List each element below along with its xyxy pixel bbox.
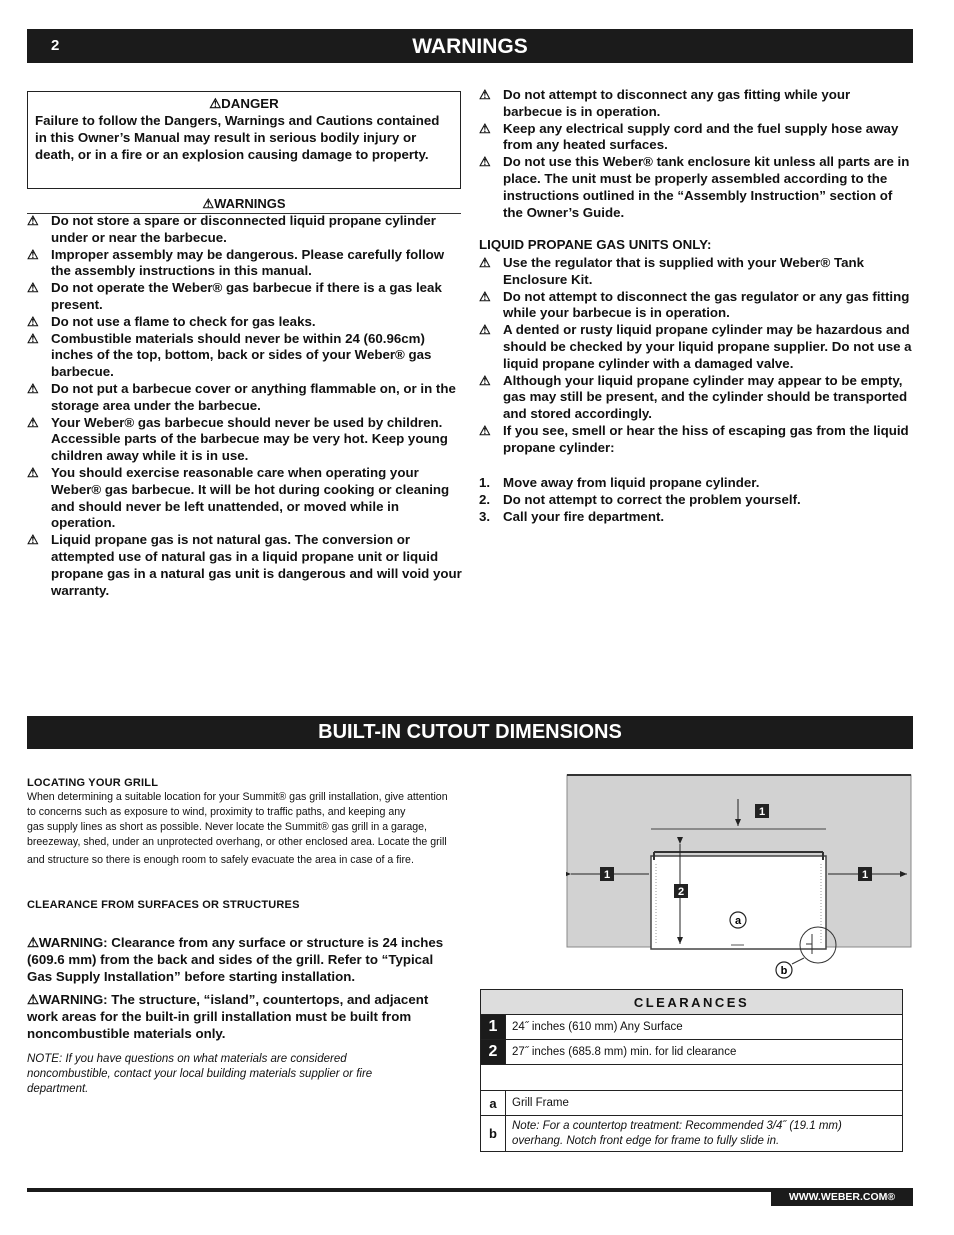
list-item-text: Do not use a flame to check for gas leaks. <box>51 313 316 329</box>
label-2: 2 <box>677 886 685 898</box>
table-row <box>481 1116 903 1152</box>
warning-triangle-icon: ⚠ <box>27 280 39 296</box>
list-item <box>479 154 913 221</box>
list-item <box>27 314 463 331</box>
clearance-heading: CLEARANCE FROM SURFACES OR STRUCTURES <box>27 899 300 911</box>
warning-triangle-icon: ⚠ <box>27 464 39 480</box>
label-1-left: 1 <box>603 869 611 881</box>
warning-triangle-icon: ⚠ <box>479 422 491 438</box>
locating-line: to concerns such as exposure to wind, proximity to traffic paths, and keeping any <box>27 806 406 818</box>
step-number: 1. <box>479 475 491 490</box>
label-1-right: 1 <box>861 869 869 881</box>
note-text: NOTE: If you have questions on what materials are considered noncombustible, contact your local building materials supplier or fire department. <box>27 1053 373 1095</box>
list-item-text: Liquid propane gas is not natural gas. The conversion or attempted use of natural gas in a liquid propane unit or liquid propane gas in a natural gas unit is dangerous and will void your warranty. <box>51 532 462 598</box>
list-item-text: A dented or rusty liquid propane cylinder may be hazardous and should be checked by your liquid propane supplier. Do not use a liquid propane cylinder with a damaged valve. <box>503 322 912 371</box>
list-item-text: If you see, smell or hear the hiss of escaping gas from the liquid propane cylinder: <box>503 422 909 455</box>
step-item <box>479 491 913 508</box>
locating-line: breezeway, shed, under an unprotected overhang, or other enclosed area. Locate the grill <box>27 836 447 848</box>
warning-triangle-icon: ⚠ <box>27 246 39 262</box>
danger-heading: DANGER <box>221 96 279 111</box>
list-item <box>27 213 463 247</box>
list-item <box>27 415 463 465</box>
list-item <box>479 121 913 155</box>
table-empty-cell <box>481 1065 903 1091</box>
list-item <box>27 532 463 599</box>
clearances-title: CLEARANCES <box>481 990 903 1015</box>
locating-heading: LOCATING YOUR GRILL <box>27 777 159 789</box>
step-item <box>479 474 913 491</box>
cutout-header-bar <box>27 716 913 749</box>
warning-triangle-icon: ⚠ <box>479 322 491 338</box>
cutout-title: BUILT-IN CUTOUT DIMENSIONS <box>318 721 622 743</box>
warning-triangle-icon: ⚠ <box>27 330 39 346</box>
steps-list <box>479 474 913 525</box>
cutout-diagram <box>566 774 912 984</box>
list-item <box>27 381 463 415</box>
lp-warnings-list <box>479 255 913 457</box>
warning-triangle-icon: ⚠ <box>27 313 39 329</box>
table-value-cell: 24˝ inches (610 mm) Any Surface <box>506 1015 903 1040</box>
step-text: Move away from liquid propane cylinder. <box>503 475 760 490</box>
warning-triangle-icon: ⚠ <box>27 532 39 548</box>
left-warnings-list <box>27 213 463 599</box>
list-item <box>27 331 463 381</box>
table-key-cell: 1 <box>481 1015 506 1040</box>
table-row <box>481 1040 903 1065</box>
list-item <box>479 87 913 121</box>
step-text: Call your fire department. <box>503 509 665 524</box>
list-item <box>479 289 913 323</box>
warning-triangle-icon: ⚠ <box>209 96 222 111</box>
list-item-text: Do not operate the Weber® gas barbecue if there is a gas leak present. <box>51 280 442 312</box>
table-header-row <box>481 990 903 1015</box>
locating-line: When determining a suitable location for your Summit® gas grill installation, give attention <box>27 791 448 803</box>
warning-triangle-icon: ⚠ <box>202 196 215 211</box>
step-item <box>479 508 913 525</box>
grill-frame <box>651 856 826 949</box>
list-item <box>479 373 913 423</box>
locating-line: and structure so there is enough room to safely evacuate the area in case of a fire. <box>27 854 414 866</box>
list-item-text: Do not use this Weber® tank enclosure kit unless all parts are in place. The unit must be properly assembled according to the instructions outlined in the “Assembly Instruction” section of the Owner’s Guide. <box>503 154 910 220</box>
step-number: 3. <box>479 509 491 524</box>
list-item-text: Do not store a spare or disconnected liquid propane cylinder under or near the barbecue. <box>51 213 436 245</box>
locating-line: gas supply lines as short as possible. Never locate the Summit® gas grill in a garage, <box>27 821 427 833</box>
label-1-top: 1 <box>758 806 766 818</box>
list-item-text: Use the regulator that is supplied with your Weber® Tank Enclosure Kit. <box>503 255 864 287</box>
warning-triangle-icon: ⚠ <box>479 255 491 270</box>
warning-one: ⚠WARNING: Clearance from any surface or structure is 24 inches (609.6 mm) from the back and sides of the grill. Refer to “Typical Gas Supply Installation” before starting installation. <box>27 935 444 984</box>
label-b: b <box>780 965 788 977</box>
locating-text <box>27 790 467 868</box>
list-item <box>27 465 463 532</box>
table-value-cell: 27˝ inches (685.8 mm) min. for lid clearance <box>506 1040 903 1065</box>
step-number: 2. <box>479 492 491 507</box>
right-warnings-list <box>479 87 913 221</box>
list-item <box>479 255 913 289</box>
list-item-text: Keep any electrical supply cord and the fuel supply hose away from any heated surfaces. <box>503 120 899 153</box>
step-text: Do not attempt to correct the problem yourself. <box>503 492 801 507</box>
warnings-header-bar <box>27 29 913 63</box>
table-row <box>481 1065 903 1091</box>
page-number: 2 <box>51 37 60 54</box>
list-item-text: Do not attempt to disconnect the gas regulator or any gas fitting while your barbecue is in operation. <box>503 288 910 321</box>
warning-triangle-icon: ⚠ <box>27 380 39 396</box>
table-value-cell: Grill Frame <box>506 1091 903 1116</box>
list-item-text: Although your liquid propane cylinder may appear to be empty, gas may still be present, and the cylinder should be transported and stored accordingly. <box>503 372 908 422</box>
warnings-heading-row <box>27 196 461 214</box>
warning-triangle-icon: ⚠ <box>27 992 39 1007</box>
table-key-cell: 2 <box>481 1040 506 1065</box>
warnings-heading: WARNINGS <box>214 196 286 211</box>
warning-triangle-icon: ⚠ <box>479 372 491 388</box>
warning-triangle-icon: ⚠ <box>27 213 39 228</box>
footer-website: WWW.WEBER.COM® <box>771 1188 913 1206</box>
clearances-table <box>480 989 903 1152</box>
warning-triangle-icon: ⚠ <box>27 414 39 430</box>
warning-triangle-icon: ⚠ <box>479 288 491 304</box>
table-key-cell: b <box>481 1116 506 1152</box>
warning-triangle-icon: ⚠ <box>27 935 39 950</box>
list-item-text: Improper assembly may be dangerous. Please carefully follow the assembly instructions in this manual. <box>51 246 445 279</box>
danger-text: Failure to follow the Dangers, Warnings and Cautions contained in this Owner’s Manual may result in serious bodily injury or death, or in a fire or an explosion causing damage to property. <box>35 113 440 162</box>
warning-triangle-icon: ⚠ <box>479 120 491 136</box>
list-item-text: Do not attempt to disconnect any gas fitting while your barbecue is in operation. <box>503 87 851 119</box>
list-item-text: Do not put a barbecue cover or anything flammable on, or in the storage area under the barbecue. <box>51 380 456 413</box>
list-item <box>27 247 463 281</box>
table-value-cell: Note: For a countertop treatment: Recommended 3/4˝ (19.1 mm) overhang. Notch front edge for frame to fully slide in. <box>506 1116 903 1152</box>
list-item-text: You should exercise reasonable care when operating your Weber® gas barbecue. It will be hot during cooking or cleaning and should never be left unattended, or moved while in operation. <box>51 464 450 531</box>
warning-triangle-icon: ⚠ <box>479 87 491 102</box>
list-item <box>479 322 913 372</box>
warnings-title: WARNINGS <box>412 35 528 58</box>
danger-box <box>27 91 461 189</box>
table-row <box>481 1015 903 1040</box>
table-row <box>481 1091 903 1116</box>
lp-heading: LIQUID PROPANE GAS UNITS ONLY: <box>479 237 712 252</box>
list-item <box>479 423 913 457</box>
list-item-text: Combustible materials should never be within 24 (60.96cm) inches of the top, bottom, back or sides of your Weber® gas barbecue. <box>51 330 432 380</box>
table-key-cell: a <box>481 1091 506 1116</box>
warning-triangle-icon: ⚠ <box>479 154 491 170</box>
list-item <box>27 280 463 314</box>
list-item-text: Your Weber® gas barbecue should never be used by children. Accessible parts of the barbecue may be very hot. Keep young children away while it is in use. <box>51 414 448 464</box>
label-a: a <box>734 915 742 927</box>
warning-two: ⚠WARNING: The structure, “island”, countertops, and adjacent work areas for the built-in grill installation must be built from noncombustible materials only. <box>27 992 429 1041</box>
